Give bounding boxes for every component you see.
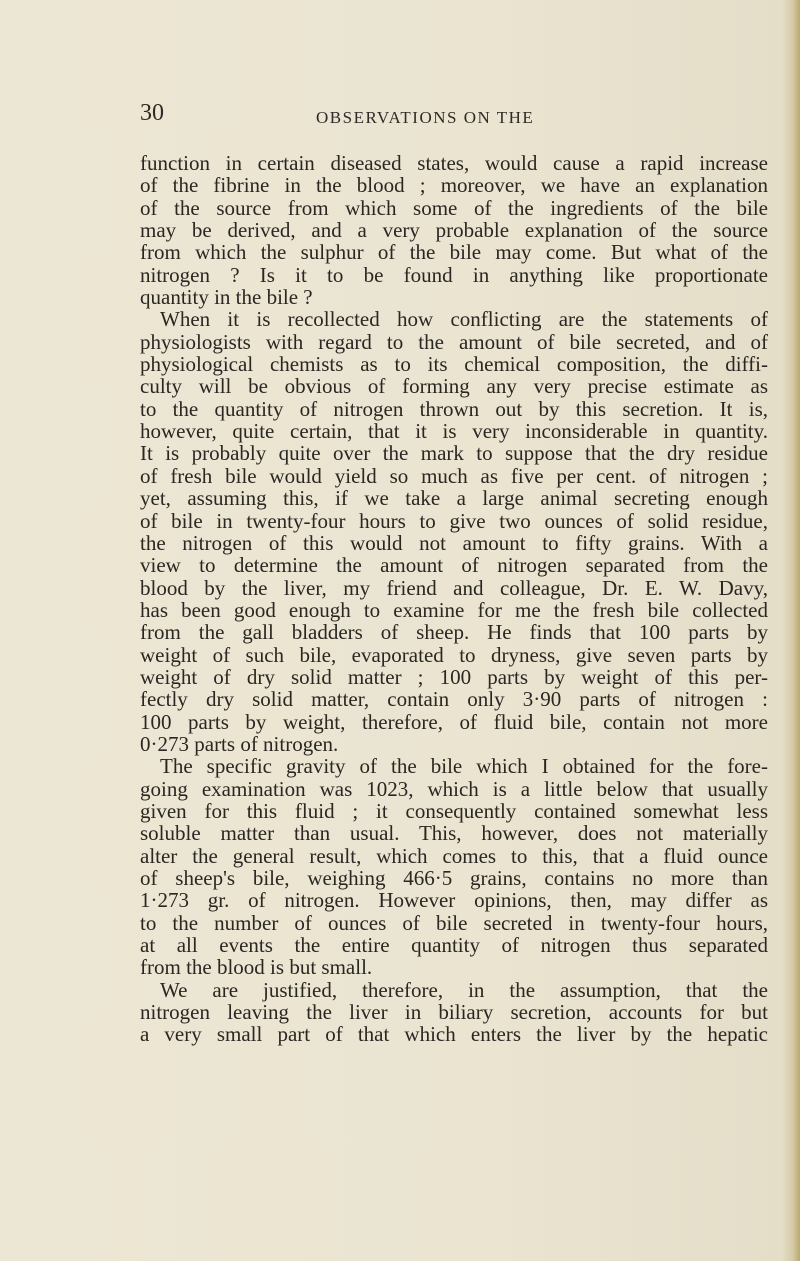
text-line: at all events the entire quantity of nitrogen thus separated [140,933,768,958]
text-line: The specific gravity of the bile which I obtained for the fore- [160,754,768,779]
text-line: soluble matter than usual. This, however, does not materially [140,821,768,846]
text-line: blood by the liver, my friend and colleague, Dr. E. W. Davy, [140,575,768,600]
text-line: When it is recollected how conflicting are the statements of [160,307,768,332]
text-line: function in certain diseased states, would cause a rapid increase [140,151,768,175]
text-line: a very small part of that which enters the liver by the hepatic [140,1022,768,1047]
text-line: nitrogen leaving the liver in biliary secretion, accounts for but [140,1000,768,1025]
text-line: to the number of ounces of bile secreted in twenty-four hours, [140,910,768,935]
text-line: weight of dry solid matter ; 100 parts by weight of this per- [140,664,768,689]
page-number: 30 [140,100,164,126]
text-line: physiologists with regard to the amount of bile secreted, and of [140,329,768,354]
text-line: yet, assuming this, if we take a large animal secreting enough [140,486,768,511]
text-line: given for this fluid ; it consequently contained somewhat less [140,798,768,823]
text-line: 100 parts by weight, therefore, of fluid bile, contain not more [140,709,768,734]
text-line: of fresh bile would yield so much as five per cent. of nitrogen ; [140,463,768,488]
body-text [140,152,768,1046]
running-head: OBSERVATIONS ON THE [316,108,535,127]
text-line: nitrogen ? Is it to be found in anything like proportionate [140,262,768,287]
text-line: view to determine the amount of nitrogen separated from the [140,553,768,578]
text-line: however, quite certain, that it is very inconsiderable in quantity. [140,419,768,444]
text-line: of the fibrine in the blood ; moreover, we have an explanation [140,173,768,198]
text-line: of sheep's bile, weighing 466·5 grains, contains no more than [140,866,768,890]
text-line: physiological chemists as to its chemical composition, the diffi- [140,352,768,377]
text-line: fectly dry solid matter, contain only 3·90 parts of nitrogen : [140,687,768,712]
text-line: 0·273 parts of nitrogen. [140,731,339,756]
text-line: of the source from which some of the ingredients of the bile [140,195,768,220]
text-line: alter the general result, which comes to this, that a fluid ounce [140,843,768,868]
text-line: from the gall bladders of sheep. He finds that 100 parts by [140,620,768,645]
page-edge-shadow [782,0,800,1261]
page-header [140,100,760,138]
text-line: the nitrogen of this would not amount to fifty grains. With a [140,530,768,555]
text-line: We are justified, therefore, in the assumption, that the [160,977,768,1002]
text-line: has been good enough to examine for me the fresh bile collected [140,597,768,622]
text-line: weight of such bile, evaporated to dryness, give seven parts by [140,642,768,667]
text-line: of bile in twenty-four hours to give two ounces of solid residue, [140,508,768,533]
text-line: 1·273 gr. of nitrogen. However opinions, then, may differ as [140,888,768,913]
text-line: may be derived, and a very probable explanation of the source [140,218,768,243]
text-line: It is probably quite over the mark to suppose that the dry residue [140,441,768,466]
text-line: from which the sulphur of the bile may come. But what of the [140,240,768,265]
text-line: from the blood is but small. [140,955,373,980]
text-line: going examination was 1023, which is a little below that usually [140,776,768,801]
text-line: culty will be obvious of forming any very precise estimate as [140,374,768,399]
text-line: to the quantity of nitrogen thrown out by this secretion. It is, [140,396,768,421]
text-line: quantity in the bile ? [140,285,313,310]
